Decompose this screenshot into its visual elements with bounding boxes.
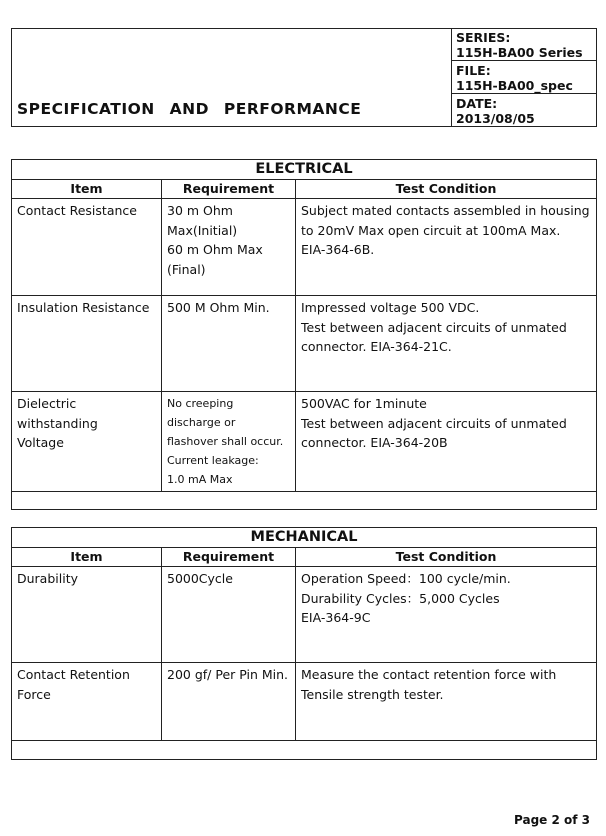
empty-cell [12, 741, 597, 760]
requirement-cell [162, 663, 296, 741]
test-line: Test between adjacent circuits of unmated [301, 415, 567, 431]
empty-row [12, 741, 597, 760]
test-condition-cell [296, 392, 597, 492]
header-info-column [451, 28, 597, 127]
item-cell [12, 567, 162, 663]
page-title: SPECIFICATION AND PERFORMANCE [17, 100, 362, 118]
requirement-line: 500 M Ohm Min. [167, 300, 270, 315]
test-line: Measure the contact retention force with [301, 667, 557, 682]
electrical-title: ELECTRICAL [12, 160, 597, 180]
test-line: EIA-364-9C [301, 610, 371, 625]
column-header-test-condition: Test Condition [296, 180, 597, 199]
column-header-item: Item [12, 180, 162, 199]
requirement-line: Current leakage: [167, 454, 259, 467]
item-cell [12, 199, 162, 296]
item-line: Force [17, 686, 51, 702]
test-condition-cell [296, 567, 597, 663]
item-cell [12, 392, 162, 492]
column-header-item: Item [12, 548, 162, 567]
test-line: Tensile strength tester. [301, 686, 444, 702]
requirement-cell [162, 392, 296, 492]
column-header-requirement: Requirement [162, 548, 296, 567]
requirement-line: No creeping [167, 397, 234, 410]
requirement-line: 200 gf/ Per Pin Min. [167, 667, 289, 682]
requirement-cell [162, 296, 296, 392]
table-row [12, 296, 597, 392]
table-row [12, 663, 597, 741]
column-header-test-condition: Test Condition [296, 548, 597, 567]
test-line: Subject mated contacts assembled in housing [301, 203, 590, 218]
test-line: Operation Speed：100 cycle/min. [301, 571, 511, 586]
column-header-requirement: Requirement [162, 180, 296, 199]
date-cell [452, 94, 597, 126]
requirement-line: 1.0 mA Max [167, 473, 233, 486]
test-line: Test between adjacent circuits of unmated [301, 319, 567, 335]
requirement-line: 30 m Ohm [167, 203, 233, 218]
mechanical-table [11, 527, 597, 760]
series-cell [452, 28, 597, 61]
table-row [12, 392, 597, 492]
requirement-cell [162, 199, 296, 296]
test-condition-cell [296, 296, 597, 392]
empty-row [12, 492, 597, 510]
test-line: Durability Cycles：5,000 Cycles [301, 590, 500, 606]
test-line: Impressed voltage 500 VDC. [301, 300, 480, 315]
requirement-line: (Final) [167, 261, 206, 277]
item-line: Insulation Resistance [17, 300, 150, 315]
item-line: Voltage [17, 435, 64, 450]
test-line: connector. EIA-364-21C. [301, 339, 452, 354]
requirement-line: discharge or [167, 416, 236, 429]
requirement-cell [162, 567, 296, 663]
test-condition-cell [296, 663, 597, 741]
table-row [12, 199, 597, 296]
empty-cell [12, 492, 597, 510]
test-line: to 20mV Max open circuit at 100mA Max. [301, 222, 561, 238]
item-cell [12, 663, 162, 741]
page-number: Page 2 of 3 [514, 813, 590, 827]
file-label: FILE: [456, 63, 491, 78]
table-row [12, 567, 597, 663]
item-cell [12, 296, 162, 392]
item-line: Contact Retention [17, 667, 130, 682]
mechanical-title: MECHANICAL [12, 528, 597, 548]
test-line: EIA-364-6B. [301, 242, 375, 257]
item-line: Dielectric [17, 396, 77, 411]
series-value: 115H-BA00 Series [456, 45, 583, 60]
date-label: DATE: [456, 96, 498, 111]
requirement-line: 5000Cycle [167, 571, 233, 586]
item-line: Contact Resistance [17, 203, 137, 218]
requirement-line: flashover shall occur. [167, 435, 284, 448]
file-value: 115H-BA00_spec [456, 78, 573, 93]
test-line: 500VAC for 1minute [301, 396, 427, 411]
electrical-table [11, 159, 597, 510]
requirement-line: 60 m Ohm Max [167, 242, 263, 257]
file-cell [452, 61, 597, 94]
requirement-line: Max(Initial) [167, 222, 238, 238]
item-line: withstanding [17, 415, 98, 431]
item-line: Durability [17, 571, 78, 586]
test-condition-cell [296, 199, 597, 296]
series-label: SERIES: [456, 30, 511, 45]
test-line: connector. EIA-364-20B [301, 435, 448, 450]
date-value: 2013/08/05 [456, 111, 535, 126]
